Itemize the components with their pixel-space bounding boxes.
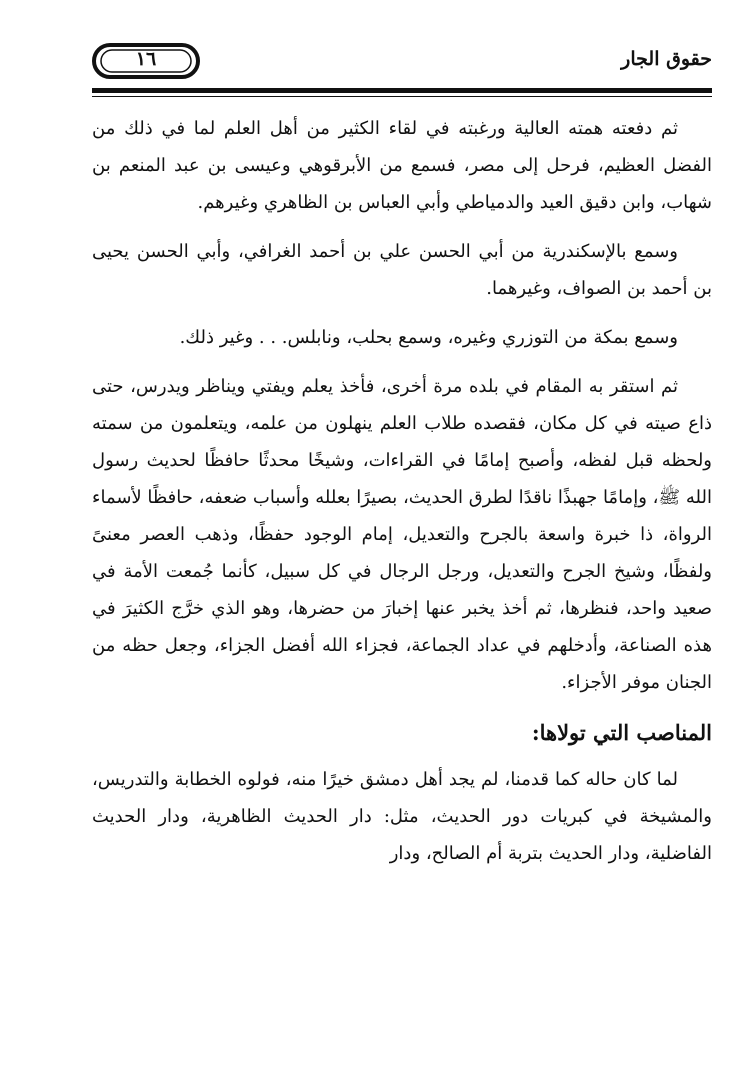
paragraph-positions: لما كان حاله كما قدمنا، لم يجد أهل دمشق خيرًا منه، فولوه الخطابة والتدريس، والمشيخة في كبريات دور الحديث، مثل: دار الحديث الظاهرية، ودار الحديث الفاضلية، ودار الحديث بتربة أم الصالح، ودار bbox=[92, 769, 712, 864]
running-title: حقوق الجار bbox=[621, 48, 712, 70]
page-number-badge bbox=[92, 42, 200, 80]
header-rule-thin bbox=[92, 96, 712, 97]
page-header bbox=[92, 42, 712, 92]
page-number: ١٦ bbox=[135, 48, 157, 70]
paragraph-teaching: ثم استقر به المقام في بلده مرة أخرى، فأخذ يعلم ويفتي ويناظر ويدرس، حتى ذاع صيته في كل مكان، فقصده طلاب العلم ينهلون من علمه، ويتعلمون من سمته ولحظه قبل لفظه، وأصبح إمامًا في القراءات، وشيخًا محدثًا حافظًا لحديث رسول الله ﷺ، وإمامًا جهبذًا ناقدًا لطرق الحديث، بصيرًا بعلله وأسباب ضعفه، حافظًا لأسماء الرواة، ذا خبرة واسعة بالجرح والتعديل، إمام الوجود حفظًا، وذهب العصر معنىً ولفظًا، وشيخ الجرح والتعديل، ورجل الرجال في كل سبيل، كأنما جُمعت الأمة في صعيد واحد، فنظرها، ثم أخذ يخبر عنها إخبارَ من حضرها، وهو الذي خرَّج الكثيرَ في هذه الصناعة، وأدخلهم في عداد الجماعة، فجزاء الله أفضل الجزاء، وجعل حظه من الجنان موفر الأجزاء. bbox=[92, 376, 712, 693]
header-rule-thick bbox=[92, 88, 712, 93]
paragraph-mecca: وسمع بمكة من التوزري وغيره، وسمع بحلب، ونابلس. . . وغير ذلك. bbox=[179, 327, 678, 348]
section-heading: المناصب التي تولاها: bbox=[531, 720, 712, 745]
page-body bbox=[92, 110, 712, 884]
paragraph-travels: ثم دفعته همته العالية ورغبته في لقاء الكثير من أهل العلم لما في ذلك من الفضل العظيم، فرحل إلى مصر، فسمع من الأبرقوهي وعيسى بن عبد المنعم بن شهاب، وابن دقيق العيد والدمياطي وأبي العباس بن الظاهري وغيرهم. bbox=[92, 118, 712, 213]
paragraph-alexandria: وسمع بالإسكندرية من أبي الحسن علي بن أحمد الغرافي، وأبي الحسن يحيى بن أحمد بن الصواف، وغيرهما. bbox=[92, 241, 712, 299]
